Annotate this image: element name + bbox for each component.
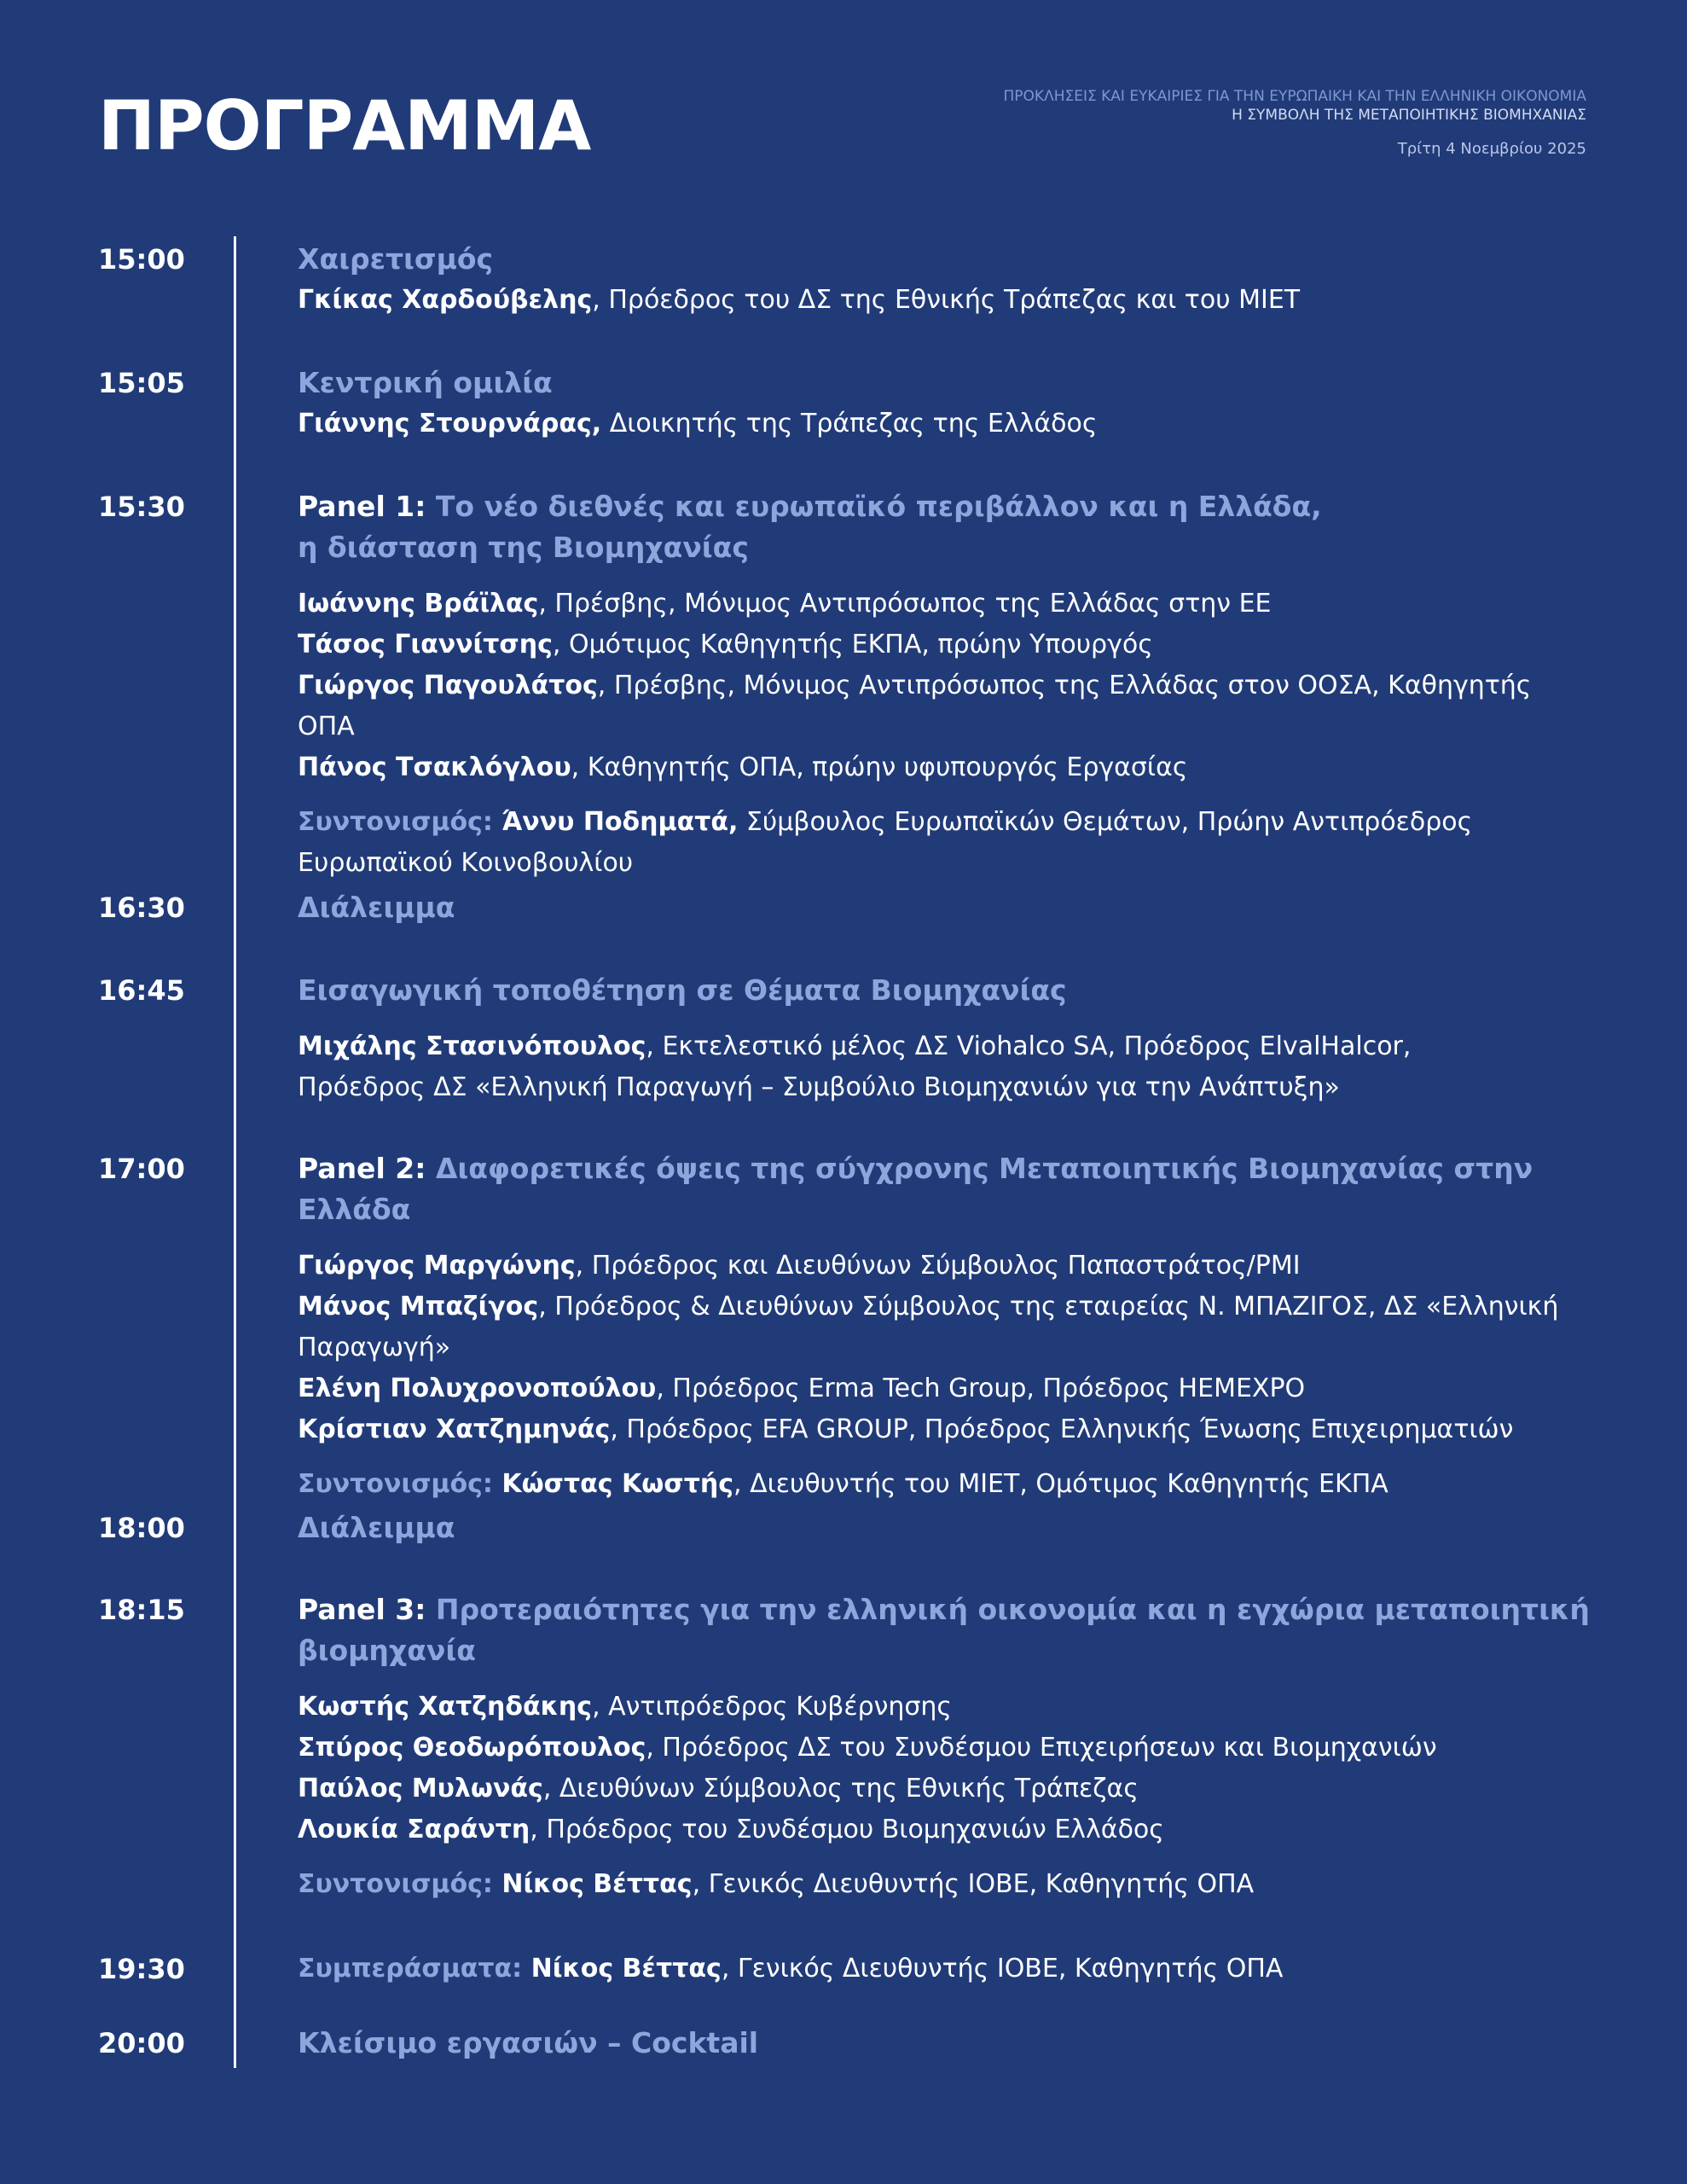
speaker-role: , Πρόεδρος EFA GROUP, Πρόεδρος Ελληνικής Ένωσης Επιχειρηματιών bbox=[610, 1414, 1514, 1444]
timeline-divider bbox=[234, 236, 236, 2068]
speaker-line bbox=[298, 1728, 1594, 1769]
moderator-label: Συντονισμός: bbox=[298, 1469, 493, 1499]
panel-label: Panel 1: bbox=[298, 490, 426, 523]
session-heading: Κλείσιμο εργασιών – Cocktail bbox=[298, 2026, 759, 2059]
speaker-name: Γκίκας Χαρδούβελης bbox=[298, 285, 593, 315]
time-slot: 15:00 bbox=[98, 243, 185, 276]
speaker-name: Ιωάννης Βράϊλας bbox=[298, 589, 539, 619]
panel-heading bbox=[298, 486, 1594, 527]
session-heading: Διάλειμμα bbox=[298, 891, 455, 924]
moderator-label: Συντονισμός: bbox=[298, 807, 493, 837]
speaker-role: , Ομότιμος Καθηγητής ΕΚΠΑ, πρώην Υπουργός bbox=[552, 630, 1153, 659]
session-heading: Εισαγωγική τοποθέτηση σε Θέματα Βιομηχανίας bbox=[298, 973, 1067, 1007]
speaker-line bbox=[298, 747, 1594, 788]
speaker-name: Κωστής Χατζηδάκης bbox=[298, 1692, 593, 1722]
session-heading: Διάλειμμα bbox=[298, 1511, 455, 1544]
moderator-line bbox=[298, 1864, 1594, 1905]
speaker-line bbox=[298, 1026, 1594, 1067]
panel-title-line1: Προτεραιότητες για την ελληνική οικονομία και η εγχώρια μεταποιητική bbox=[426, 1593, 1590, 1626]
speaker-line bbox=[298, 624, 1594, 665]
speaker-role: , Πρέσβης, Μόνιμος Αντιπρόσωπος της Ελλάδας στην ΕΕ bbox=[538, 589, 1272, 619]
speaker-name: Τάσος Γιαννίτσης bbox=[298, 630, 553, 659]
speaker-line bbox=[298, 404, 1594, 444]
moderator-line bbox=[298, 802, 1594, 843]
page-title: ΠΡΟΓΡΑΜΜΑ bbox=[98, 86, 591, 166]
moderator-role: , Διευθυντής του ΜΙΕΤ, Ομότιμος Καθηγητής ΕΚΠΑ bbox=[733, 1469, 1388, 1499]
schedule-entry-panel-1 bbox=[298, 486, 1594, 884]
moderator-name: Κώστας Κωστής bbox=[492, 1469, 733, 1499]
speaker-role: , Πρόεδρος του Συνδέσμου Βιομηχανιών Ελλάδος bbox=[530, 1815, 1164, 1844]
event-header bbox=[1004, 87, 1586, 159]
panel-title-line2: βιομηχανία bbox=[298, 1634, 476, 1667]
speaker-line bbox=[298, 1287, 1594, 1327]
speaker-role: , Πρόεδρος & Διευθύνων Σύμβουλος της εταιρείας Ν. ΜΠΑΖΙΓΟΣ, ΔΣ «Ελληνική bbox=[538, 1292, 1559, 1321]
speaker-role: , Αντιπρόεδρος Κυβέρνησης bbox=[592, 1692, 953, 1722]
speaker-role-line2: Πρόεδρος ΔΣ «Ελληνική Παραγωγή – Συμβούλιο Βιομηχανιών για την Ανάπτυξη» bbox=[298, 1072, 1340, 1102]
event-subtitle-line1: ΠΡΟΚΛΗΣΕΙΣ ΚΑΙ ΕΥΚΑΙΡΙΕΣ ΓΙΑ ΤΗΝ ΕΥΡΩΠΑΙΚΗ ΚΑΙ ΤΗΝ ΕΛΛΗΝΙΚΗ ΟΙΚΟΝΟΜΙΑ bbox=[1003, 88, 1586, 105]
moderator-line bbox=[298, 1464, 1594, 1505]
speaker-name: Γιάννης Στουρνάρας, bbox=[298, 409, 602, 439]
panel-label: Panel 2: bbox=[298, 1152, 426, 1185]
panel-title: Διαφορετικές όψεις της σύγχρονης Μεταποιητικής Βιομηχανίας στην Ελλάδα bbox=[298, 1152, 1533, 1226]
conclusions-line bbox=[298, 1949, 1594, 1989]
speaker-role: , Πρόεδρος του ΔΣ της Εθνικής Τράπεζας και του ΜΙΕΤ bbox=[592, 285, 1301, 315]
speaker-name: Γιώργος Παγουλάτος bbox=[298, 671, 598, 700]
time-slot: 17:00 bbox=[98, 1153, 185, 1185]
speaker-role: , Πρόεδρος Erma Tech Group, Πρόεδρος HEMEXPO bbox=[656, 1374, 1306, 1403]
speaker-name: Πάνος Τσακλόγλου bbox=[298, 752, 571, 782]
speaker-line bbox=[298, 584, 1594, 624]
moderator-role-line2: Ευρωπαϊκού Κοινοβουλίου bbox=[298, 848, 634, 878]
time-slot: 18:15 bbox=[98, 1594, 185, 1626]
panel-heading bbox=[298, 1589, 1594, 1630]
speaker-name: Νίκος Βέττας bbox=[522, 1954, 722, 1984]
panel-label: Panel 3: bbox=[298, 1593, 426, 1626]
time-slot: 15:05 bbox=[98, 367, 185, 399]
speaker-name: Σπύρος Θεοδωρόπουλος bbox=[298, 1733, 646, 1763]
schedule-entry-keynote bbox=[298, 363, 1594, 444]
event-date: Τρίτη 4 Νοεμβρίου 2025 bbox=[1397, 140, 1586, 158]
speaker-name: Μιχάλης Στασινόπουλος bbox=[298, 1031, 646, 1061]
speaker-name: Παύλος Μυλωνάς bbox=[298, 1774, 543, 1804]
schedule-entry-break-2 bbox=[298, 1507, 1594, 1548]
speaker-role: , Γενικός Διευθυντής ΙΟΒΕ, Καθηγητής ΟΠΑ bbox=[721, 1954, 1284, 1984]
speaker-role: , Καθηγητής ΟΠΑ, πρώην υφυπουργός Εργασίας bbox=[571, 752, 1188, 782]
moderator-role: Σύμβουλος Ευρωπαϊκών Θεμάτων, Πρώην Αντιπρόεδρος bbox=[738, 807, 1473, 837]
speaker-role: , Εκτελεστικό μέλος ΔΣ Viohalco SA, Πρόεδρος ElvalHalcor, bbox=[646, 1031, 1412, 1061]
time-slot: 16:45 bbox=[98, 974, 185, 1007]
time-slot: 18:00 bbox=[98, 1512, 185, 1544]
panel-title-line1: Το νέο διεθνές και ευρωπαϊκό περιβάλλον και η Ελλάδα, bbox=[426, 490, 1322, 523]
schedule-entry-panel-3 bbox=[298, 1589, 1594, 1905]
session-heading: Συμπεράσματα: bbox=[298, 1954, 523, 1984]
speaker-role: , Πρέσβης, Μόνιμος Αντιπρόσωπος της Ελλάδας στον ΟΟΣΑ, Καθηγητής ΟΠΑ bbox=[298, 671, 1532, 741]
moderator-name: Νίκος Βέττας bbox=[492, 1869, 693, 1899]
speaker-line bbox=[298, 1368, 1594, 1409]
speaker-line bbox=[298, 280, 1594, 321]
schedule-entry-introduction bbox=[298, 970, 1594, 1108]
schedule-entry-conclusions bbox=[298, 1949, 1594, 1989]
speaker-line bbox=[298, 1769, 1594, 1809]
time-slot: 15:30 bbox=[98, 491, 185, 523]
speaker-name: Κρίστιαν Χατζημηνάς bbox=[298, 1414, 611, 1444]
speaker-role: , Διευθύνων Σύμβουλος της Εθνικής Τράπεζας bbox=[542, 1774, 1139, 1804]
schedule-entry-break-1 bbox=[298, 887, 1594, 928]
session-heading: Χαιρετισμός bbox=[298, 242, 494, 276]
speaker-line bbox=[298, 665, 1594, 747]
speaker-line bbox=[298, 1246, 1594, 1287]
speaker-line bbox=[298, 1809, 1594, 1850]
time-slot: 16:30 bbox=[98, 892, 185, 924]
speaker-role: Διοικητής της Τράπεζας της Ελλάδος bbox=[601, 409, 1098, 439]
panel-title-line2: η διάσταση της Βιομηχανίας bbox=[298, 531, 749, 564]
schedule-entry-greeting bbox=[298, 239, 1594, 321]
speaker-role: , Πρόεδρος και Διευθύνων Σύμβουλος Παπαστράτος/PMI bbox=[575, 1251, 1301, 1281]
schedule-entry-panel-2 bbox=[298, 1148, 1594, 1505]
time-slot: 19:30 bbox=[98, 1953, 185, 1985]
speaker-role-cont: Παραγωγή» bbox=[298, 1333, 451, 1362]
speaker-line bbox=[298, 1409, 1594, 1450]
moderator-label: Συντονισμός: bbox=[298, 1869, 493, 1899]
event-subtitle-line2: Η ΣΥΜΒΟΛΗ ΤΗΣ ΜΕΤΑΠΟΙΗΤΙΚΗΣ ΒΙΟΜΗΧΑΝΙΑΣ bbox=[1232, 107, 1586, 124]
speaker-name: Μάνος Μπαζίγος bbox=[298, 1292, 539, 1321]
speaker-name: Ελένη Πολυχρονοπούλου bbox=[298, 1374, 657, 1403]
panel-heading bbox=[298, 1148, 1594, 1230]
speaker-name: Γιώργος Μαργώνης bbox=[298, 1251, 576, 1281]
schedule-entry-closing bbox=[298, 2023, 1594, 2064]
moderator-name: Άννυ Ποδηματά, bbox=[492, 807, 739, 837]
speaker-role: , Πρόεδρος ΔΣ του Συνδέσμου Επιχειρήσεων και Βιομηχανιών bbox=[646, 1733, 1437, 1763]
moderator-role: , Γενικός Διευθυντής ΙΟΒΕ, Καθηγητής ΟΠΑ bbox=[692, 1869, 1255, 1899]
speaker-name: Λουκία Σαράντη bbox=[298, 1815, 530, 1844]
session-heading: Κεντρική ομιλία bbox=[298, 366, 553, 399]
time-slot: 20:00 bbox=[98, 2027, 185, 2059]
speaker-line bbox=[298, 1687, 1594, 1728]
